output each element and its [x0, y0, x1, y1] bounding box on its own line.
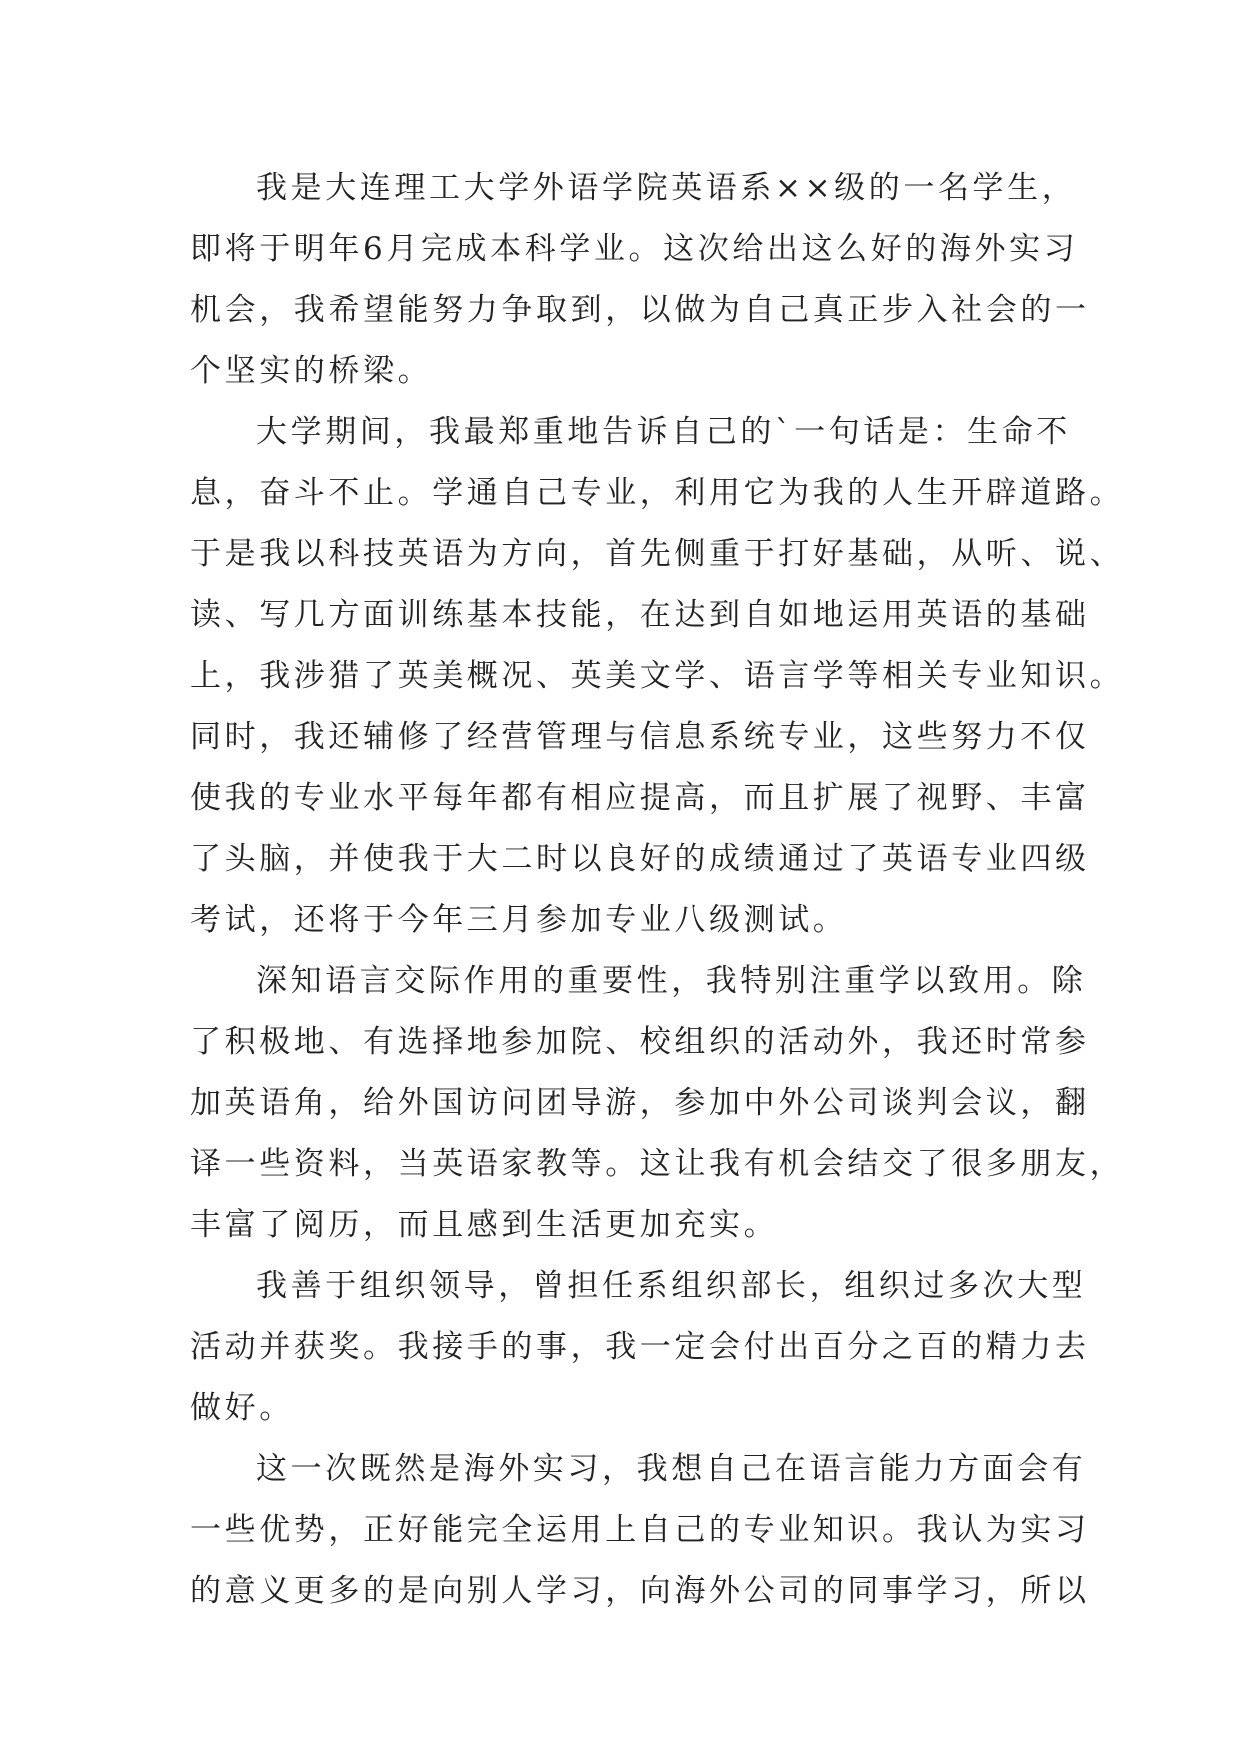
text-line: 即将于明年6月完成本科学业。这次给出这么好的海外实习 [190, 231, 1079, 267]
paragraph-5 [190, 1439, 1090, 1622]
text-line: 一些优势，正好能完全运用上自己的专业知识。我认为实习 [190, 1512, 1090, 1548]
text-line: 息，奋斗不止。学通自己专业，利用它为我的人生开辟道路。 [190, 475, 1125, 511]
paragraph-4 [190, 1256, 1090, 1439]
paragraph-1 [190, 158, 1090, 402]
text-line: 这一次既然是海外实习，我想自己在语言能力方面会有 [256, 1451, 1087, 1487]
text-line: 使我的专业水平每年都有相应提高，而且扩展了视野、丰富 [190, 780, 1090, 816]
paragraph-2 [190, 402, 1125, 951]
text-line: 深知语言交际作用的重要性，我特别注重学以致用。除 [256, 963, 1087, 999]
text-line: 活动并获奖。我接手的事，我一定会付出百分之百的精力去 [190, 1329, 1090, 1365]
text-line: 加英语角，给外国访问团导游，参加中外公司谈判会议，翻 [190, 1085, 1090, 1121]
document-body [190, 158, 1125, 1622]
text-line: 了头脑，并使我于大二时以良好的成绩通过了英语专业四级 [190, 841, 1090, 877]
text-line: 译一些资料，当英语家教等。这让我有机会结交了很多朋友， [190, 1146, 1125, 1182]
text-line: 做好。 [190, 1390, 294, 1426]
text-line: 同时，我还辅修了经营管理与信息系统专业，这些努力不仅 [190, 719, 1090, 755]
text-line: 了积极地、有选择地参加院、校组织的活动外，我还时常参 [190, 1024, 1090, 1060]
paragraph-3 [190, 951, 1125, 1256]
text-line: 读、写几方面训练基本技能，在达到自如地运用英语的基础 [190, 597, 1090, 633]
text-line: 考试，还将于今年三月参加专业八级测试。 [190, 902, 848, 938]
text-line: 我是大连理工大学外语学院英语系××级的一名学生， [256, 170, 1077, 206]
text-line: 大学期间，我最郑重地告诉自己的`一句话是：生命不 [256, 414, 1071, 450]
text-line: 丰富了阅历，而且感到生活更加充实。 [190, 1207, 779, 1243]
text-line: 我善于组织领导，曾担任系组织部长，组织过多次大型 [256, 1268, 1087, 1304]
text-line: 上，我涉猎了英美概况、英美文学、语言学等相关专业知识。 [190, 658, 1125, 694]
text-line: 机会，我希望能努力争取到，以做为自己真正步入社会的一 [190, 292, 1090, 328]
text-line: 于是我以科技英语为方向，首先侧重于打好基础，从听、说、 [190, 536, 1125, 572]
text-line: 的意义更多的是向别人学习，向海外公司的同事学习，所以 [190, 1573, 1090, 1609]
text-line: 个坚实的桥梁。 [190, 353, 433, 389]
